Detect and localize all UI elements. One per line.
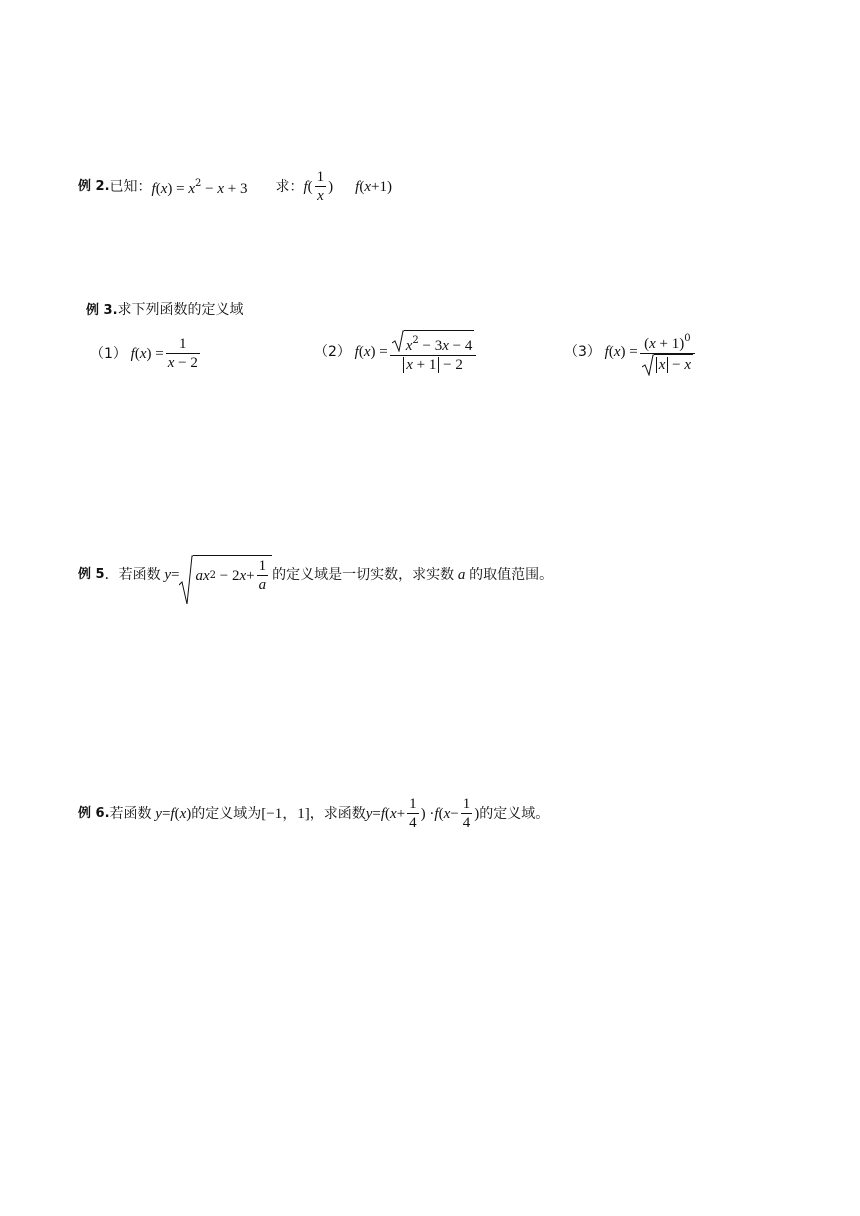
example-2 [78,168,392,205]
example-5-radical: ax 2 − 2 x + $\frac{1}{a}$ [179,555,272,594]
example-3-item-3: （3） f ( x ) = $\frac{(x + 1)^0}{x - x}$ [564,330,697,374]
example-5-label: 例 5 [78,566,105,582]
example-6-text-a: 若函数 [109,805,152,822]
example-6-label: 例 6. [78,805,110,821]
example-3-title-text: 求下列函数的定义域 [117,302,244,318]
item-3-number: （3） [564,344,601,360]
example-3-title [86,300,244,321]
example-2-function: $f(x) = x^2 - x + 3$ [151,178,248,197]
example-5-text-a: ．若函数 [104,566,161,583]
example-3-item-2: （2） f ( x ) = $\frac{x^2 - 3x - 4}{x + 1 - 2}$ [314,330,478,374]
example-2-expr-2: f(x+1) [355,178,392,195]
example-5-text-c: 的取值范围。 [469,566,554,583]
example-5-text-b: 的定义域是一切实数，求实数 [272,566,455,583]
example-6-text-d: 的定义域。 [479,805,550,822]
item-2-number: （2） [314,344,351,360]
example-3-item-1: （1） f ( x ) = $\frac{1}{x - 2}$ [90,336,198,371]
example-6-interval: [−1，1] [261,805,310,822]
example-6: 例 6. 若函数 y = f ( x ) 的定义域为 [−1，1] ，求函数 y = f ( x + $\frac{1}{4}$ ) · f ( x − $\frac{1}{4}$ ) 的定义域。 [78,796,550,831]
example-6-text-c: ，求函数 [309,805,366,822]
example-5: 例 5 ．若函数 y = ax 2 − 2 x + $\frac{1}{a}$ 的定义域是一切实数，求实数 a 的取值范围。 [78,555,553,594]
example-6-text-b: 的定义域为 [191,805,262,822]
example-2-label: 例 2. [78,178,110,194]
example-3-label: 例 3. [86,303,118,318]
example-2-find-text: 求： [275,178,304,195]
example-2-known-text: 已知： [109,178,152,195]
example-2-expr-1: f ( $\frac{1}{x}$ ) [303,169,334,204]
item-1-number: （1） [90,345,127,362]
